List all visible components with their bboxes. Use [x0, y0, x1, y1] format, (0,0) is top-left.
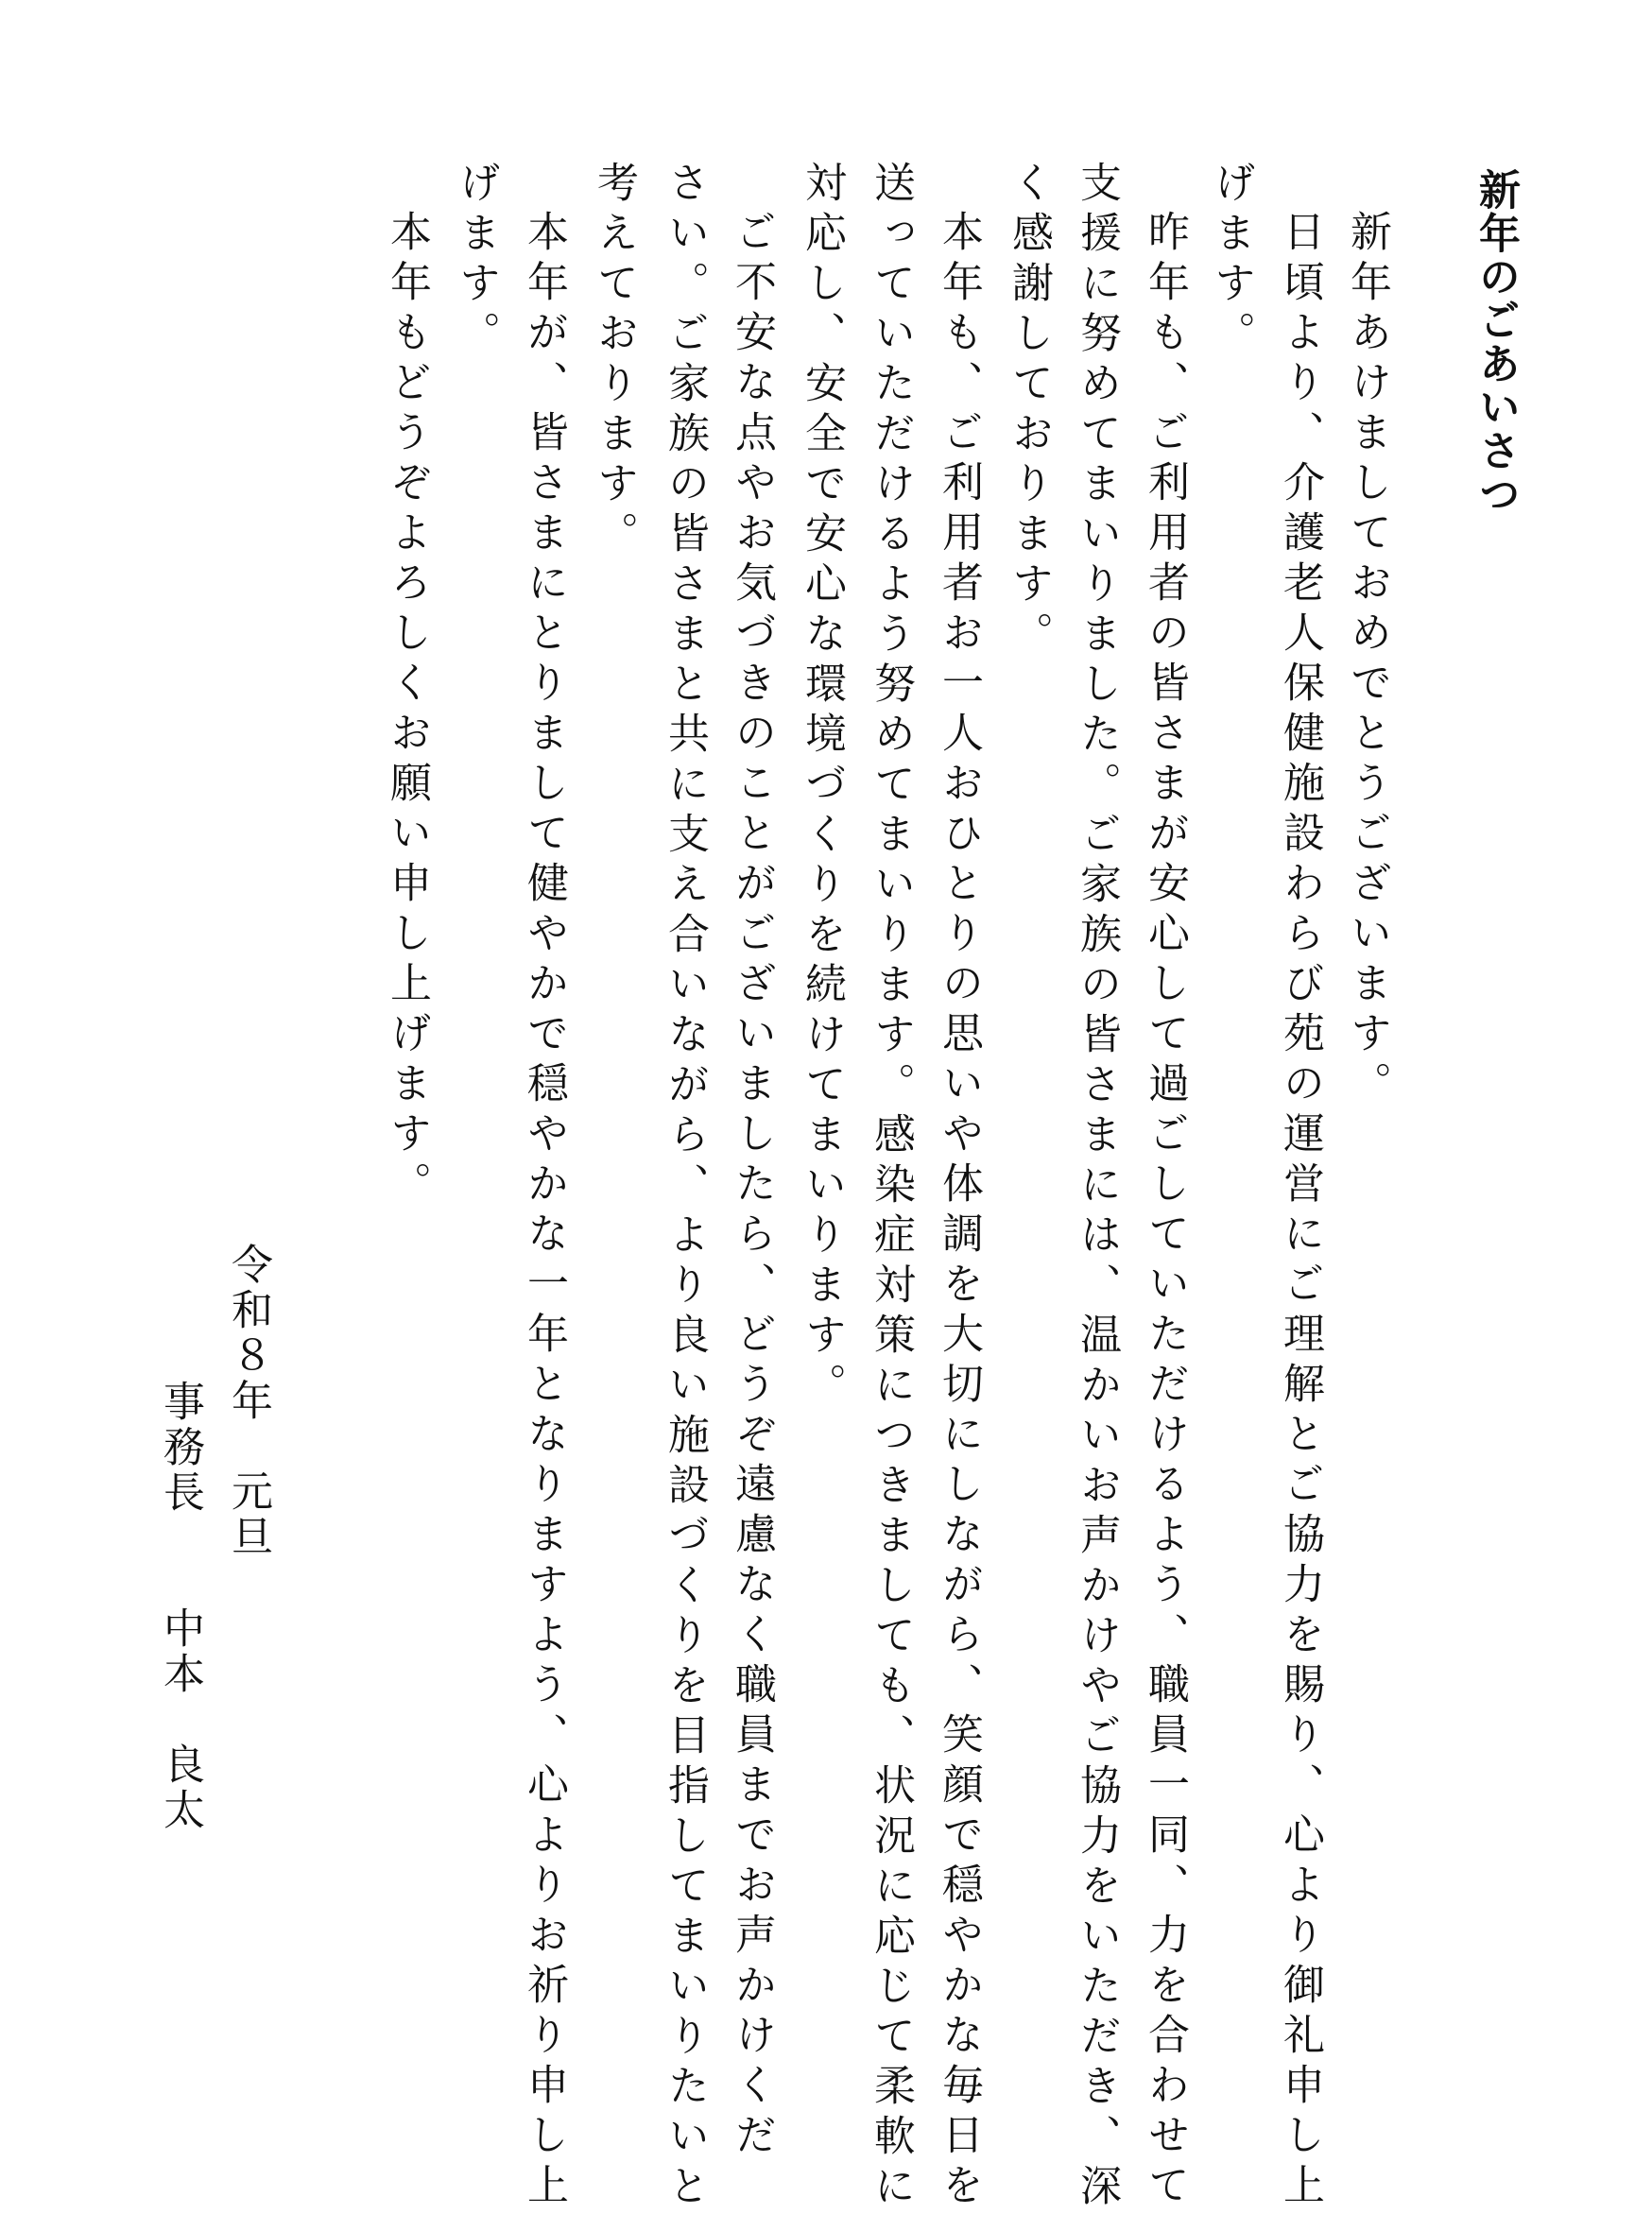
body-line: 日頃より、介護老人保健施設わらび苑の運営にご理解とご協力を賜り、心より御礼申し上 — [1276, 210, 1324, 2213]
body-line: 本年もどうぞよろしくお願い申し上げます。 — [383, 210, 431, 1211]
body-line: 新年あけましておめでとうございます。 — [1343, 210, 1391, 1111]
letter-title: 新年のごあいさつ — [1471, 168, 1520, 516]
body-line: 本年が、皆さまにとりまして健やかで穏やかな一年となりますよう、心よりお祈り申し上 — [520, 210, 568, 2213]
body-line: 支援に努めてまいりました。ご家族の皆さまには、温かいお声かけやご協力をいただき、深 — [1073, 161, 1121, 2214]
body-line: げます。 — [1207, 161, 1255, 361]
letter-signature: 事務長 中本 良太 — [156, 1380, 204, 1833]
body-line: 送っていただけるよう努めてまいります。感染症対策につきましても、状況に応じて柔軟に — [867, 161, 915, 2214]
body-line: 対応し、安全で安心な環境づくりを続けてまいります。 — [798, 161, 846, 1413]
body-line: ご不安な点やお気づきのことがございましたら、どうぞ遠慮なく職員までお声かけくだ — [728, 210, 776, 2163]
body-line: さい。ご家族の皆さまと共に支え合いながら、より良い施設づくりを目指してまいりたいと — [661, 161, 709, 2214]
body-line: 昨年も、ご利用者の皆さまが安心して過ごしていただけるよう、職員一同、力を合わせて — [1141, 210, 1189, 2213]
body-line: 本年も、ご利用者お一人おひとりの思いや体調を大切にしながら、笑顔で穏やかな毎日を — [935, 210, 983, 2213]
body-line: げます。 — [452, 161, 500, 361]
body-line: 考えております。 — [590, 161, 638, 561]
body-line: く感謝しております。 — [1005, 161, 1053, 661]
letter-date: 令和８年 元旦 — [224, 1243, 272, 1560]
